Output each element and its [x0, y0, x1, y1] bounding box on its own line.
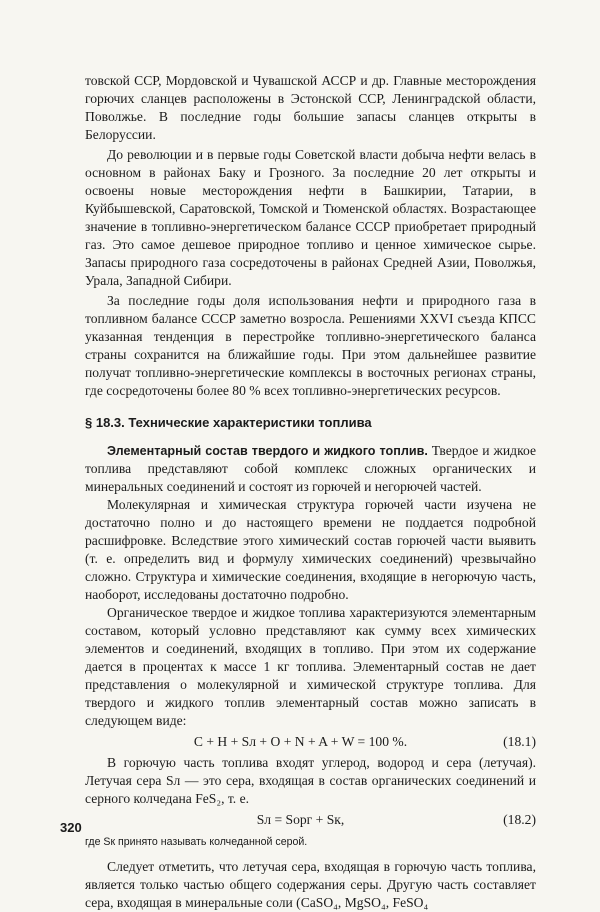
- formula-18-1-number: (18.1): [503, 734, 536, 749]
- formula-18-2-expression: Sл = Sорг + Sк,: [256, 812, 345, 827]
- paragraph-oil-shale: товской ССР, Мордовской и Чувашской АССР и др. Главные месторождения горючих сланцев расположены в Эстонской ССР, Ленинградской области, Поволжье. В последние годы большие запасы сланцев открыты в Белоруссии.: [85, 73, 536, 142]
- paragraph-elemental-composition-text: Твердое и жидкое топлива представляют собой комплекс сложных органических и минеральных соединений и состоят из горючей и негорючей частей.: [85, 443, 536, 494]
- paragraph-volatile-sulfur: В горючую часть топлива входят углерод, водород и сера (летучая). Летучая сера Sл — это сера, входящая в состав органических соединений и серного колчедана FeS₂, т. е.: [85, 755, 536, 806]
- section-heading: § 18.3. Технические характеристики топлива: [85, 415, 372, 430]
- paragraph-sulfur-content: Следует отметить, что летучая сера, входящая в горючую часть топлива, является только частью общего содержания серы. Другую часть составляет сера, входящая в минеральные соли (CaSO₄, MgSO₄, FeSO₄: [85, 859, 536, 910]
- paragraph-oil-gas-deposits: До революции и в первые годы Советской власти добыча нефти велась в основном в районах Баку и Грозного. За последние 20 лет открыты и освоены новые месторождения нефти в Башкирии, Татарии, в Куйбышевской, Саратовской, Томской и Тюменской областях. Возрастающее значение в топливно-энергетическом балансе СССР приобретает природный газ. Это самое дешевое природное топливо и ценное химическое сырье. Запасы природного газа сосредоточены в районах Средней Азии, Поволжья, Урала, Западной Сибири.: [85, 147, 536, 288]
- run-in-heading: Элементарный состав твердого и жидкого топлив.: [107, 444, 428, 458]
- formula-18-1-expression: C + H + Sл + O + N + A + W = 100 %.: [193, 734, 408, 749]
- paragraph-elemental-composition: [85, 442, 536, 496]
- paragraph-molecular-structure: Молекулярная и химическая структура горючей части изучена не достаточно полно и до настоящего времени не поддается подробной расшифровке. Вследствие этого химический состав горючей части выявить (т. е. определить вид и формулу химических соединений) чрезвычайно сложно. Структура и химические соединения, входящие в негорючую часть, наоборот, исследованы достаточно подробно.: [85, 497, 536, 602]
- paragraph-fuel-balance: За последние годы доля использования нефти и природного газа в топливном балансе СССР заметно возросла. Решениями XXVI съезда КПСС указанная тенденция в перестройке топливно-энергетического баланса страны сохранится на ближайшие годы. При этом дальнейшее развитие получат топливно-энергетические комплексы в восточных регионах страны, где сосредоточены более 80 % всех топливно-энергетических ресурсов.: [85, 293, 536, 398]
- formula-note: где Sк принято называть колчеданной серой.: [85, 836, 308, 848]
- page-number: 320: [60, 820, 82, 835]
- formula-18-2-number: (18.2): [503, 812, 536, 827]
- formula-18-2: [85, 810, 536, 830]
- formula-18-1: [85, 732, 536, 752]
- paragraph-organic-fuel: Органическое твердое и жидкое топлива характеризуются элементарным составом, который условно представляют как сумму всех химических элементов и соединений, входящих в топливо. При этом их содержание дается в процентах к массе 1 кг топлива. Элементарный состав не дает представления о молекулярной и химической структуре топлива. Для твердого и жидкого топлив элементарный состав можно записать в следующем виде:: [85, 605, 536, 728]
